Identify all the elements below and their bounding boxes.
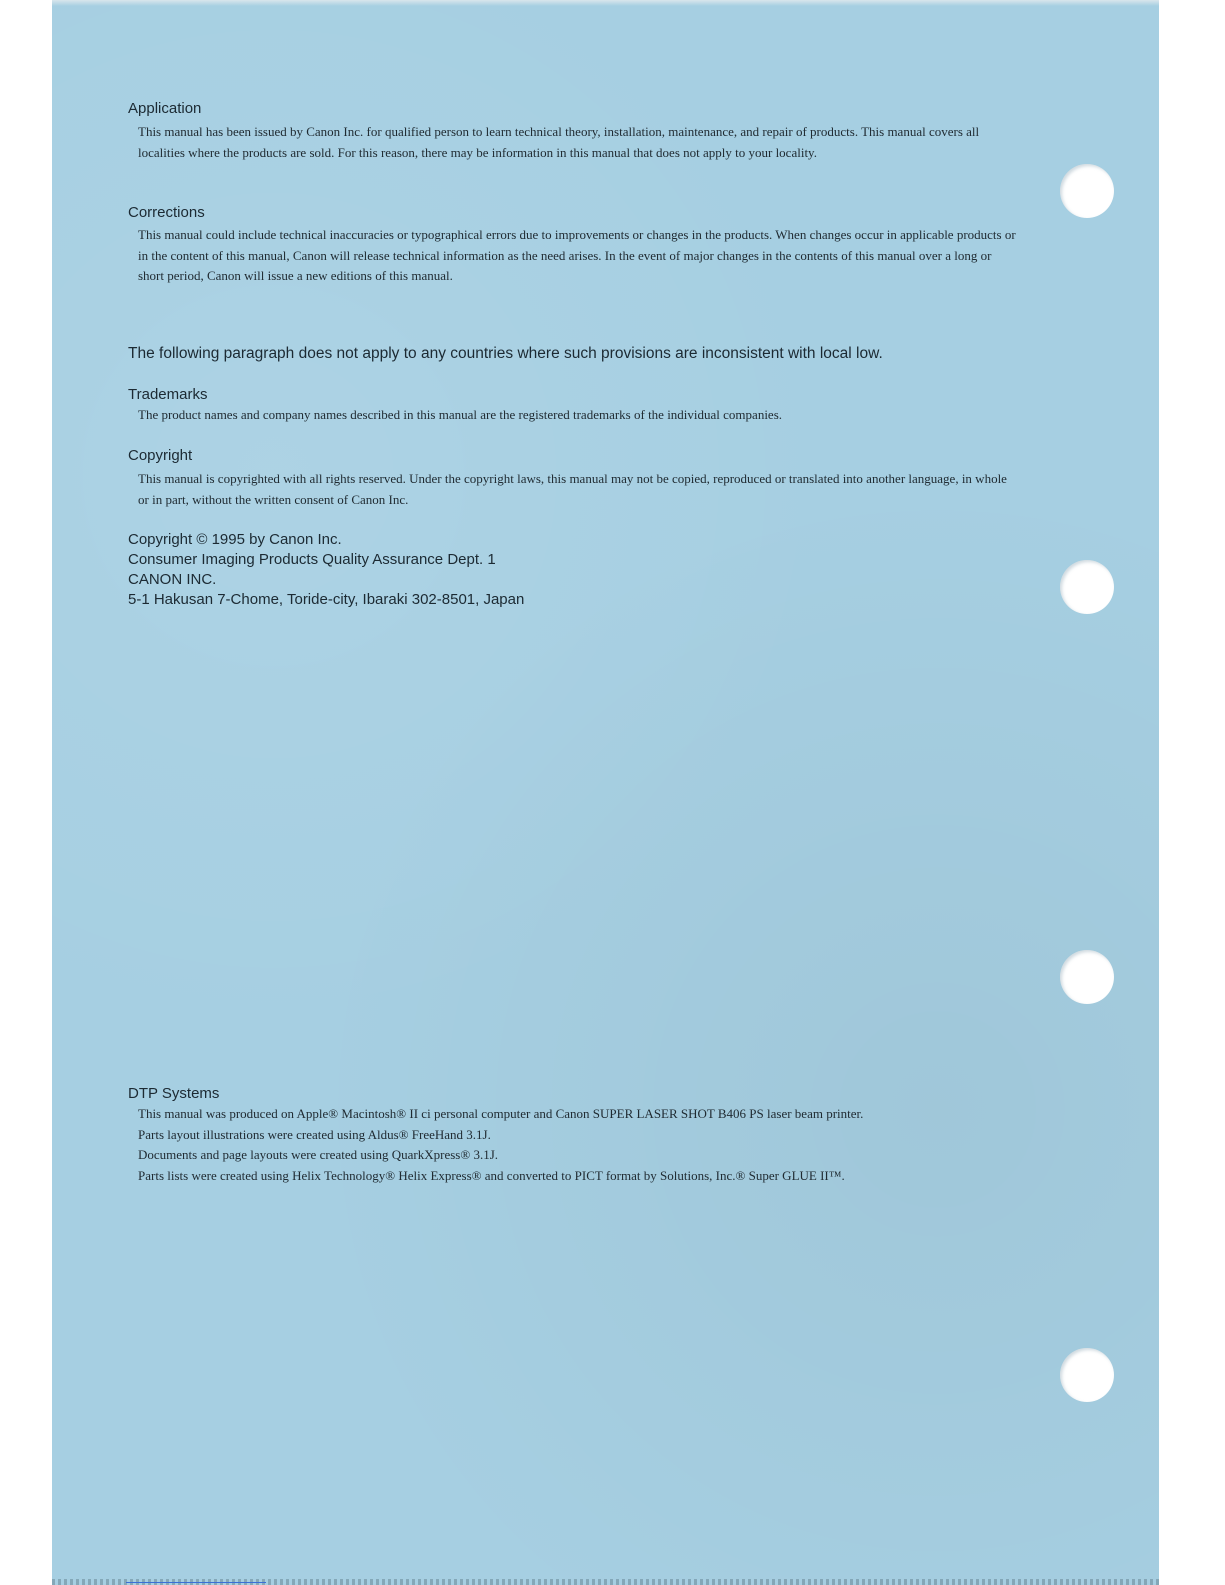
dtp-heading: DTP Systems [128, 1085, 220, 1102]
publisher-company-line: CANON INC. [128, 571, 217, 588]
application-paragraph: This manual has been issued by Canon Inc. for qualified person to learn technical theory, installation, maintenance, and repair of products. This manual covers all localities where the products are sold. For this reason, there may be information in this manual that does not apply to your locality. [138, 124, 980, 160]
publisher-dept-line: Consumer Imaging Products Quality Assurance Dept. 1 [128, 551, 496, 568]
dtp-line-2: Parts layout illustrations were created using Aldus® FreeHand 3.1J. [138, 1126, 491, 1142]
trademarks-paragraph: The product names and company names described in this manual are the registered trademarks of the individual companies. [138, 407, 783, 422]
application-heading: Application [128, 100, 202, 117]
application-text [138, 122, 1018, 163]
publisher-copyright-line: Copyright © 1995 by Canon Inc. [128, 531, 342, 548]
trademarks-heading: Trademarks [128, 386, 208, 403]
trademarks-text [138, 405, 1018, 426]
copyright-heading: Copyright [128, 447, 193, 464]
corrections-heading: Corrections [128, 204, 205, 221]
manual-page [52, 0, 1159, 1585]
copyright-text [138, 469, 1018, 510]
dtp-line-3: Documents and page layouts were created using QuarkXpress® 3.1J. [138, 1147, 499, 1162]
corrections-text [138, 225, 1018, 287]
bottom-underline [126, 1582, 266, 1583]
dtp-line-4: Parts lists were created using Helix Technology® Helix Express® and converted to PICT format by Solutions, Inc.® Super GLUE II™. [138, 1167, 845, 1183]
corrections-paragraph: This manual could include technical inaccuracies or typographical errors due to improvements or changes in the products. When changes occur in applicable products or in the content of this manual, Canon will release technical information as the need arises. In the event of major changes in the contents of this manual over a long or short period, Canon will issue a new editions of this manual. [138, 227, 1016, 283]
dtp-text [138, 1104, 1038, 1186]
page-content [52, 0, 1159, 1585]
notice-text: The following paragraph does not apply to any countries where such provisions are inconsistent with local low. [128, 345, 883, 362]
dtp-line-1: This manual was produced on Apple® Macintosh® II ci personal computer and Canon SUPER LASER SHOT B406 PS laser beam printer. [138, 1106, 864, 1121]
publisher-address-line: 5-1 Hakusan 7-Chome, Toride-city, Ibaraki 302-8501, Japan [128, 591, 525, 608]
publisher-block [128, 530, 524, 610]
copyright-paragraph: This manual is copyrighted with all rights reserved. Under the copyright laws, this manual may not be copied, reproduced or translated into another language, in whole or in part, without the written consent of Canon Inc. [138, 471, 1007, 507]
